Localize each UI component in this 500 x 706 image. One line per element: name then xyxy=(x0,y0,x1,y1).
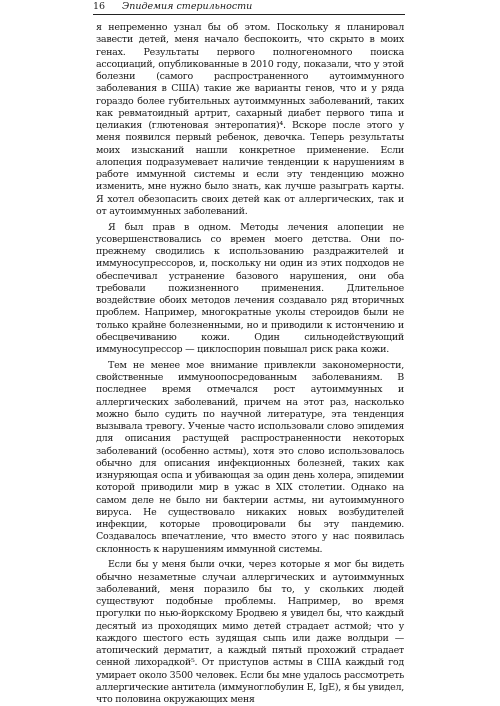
paragraph: Если бы у меня были очки, через которые я мог бы видеть обычно незаметные случаи аллергических и аутоиммунных заболеваний, меня поразило бы то, у скольких людей существуют подобные проблемы. Например, во время прогулки по нью-йоркскому Бродвею я увидел бы, что каждый десятый из проходящих мимо детей страдает астмой; что у каждого шестого есть зудящая сыпь или даже волдыри — атопический дерматит, а каждый пятый прохожий страдает сенной лихорадкой⁵. От приступов астмы в США каждый год умирает около 3500 человек. Если бы мне удалось рассмотреть аллергические антитела (иммуноглобулин Е, IgE), я бы увидел, что половина окружающих меня xyxy=(96,559,404,705)
running-head xyxy=(93,0,403,13)
paragraph: Я был прав в одном. Методы лечения алопеции не усовершенствовались со времен моего детства. Они по-прежнему сводились к использованию раздражителей и иммуносупрессоров, и, поскольку ни один из этих подходов не обеспечивал устранение базового нарушения, они оба требовали пожизненного применения. Длительное воздействие обоих методов лечения создавало ряд вторичных проблем. Например, многократные уколы стероидов были не только крайне болезненными, но и приводили к истончению и обесцвечиванию кожи. Один сильнодействующий иммуносупрессор — циклоспорин повышал риск рака кожи. xyxy=(96,221,404,355)
paragraph: я непременно узнал бы об этом. Поскольку я планировал завести детей, меня начало беспокоить, что скрыто в моих генах. Результаты первого полногеномного поиска ассоциаций, опубликованные в 2010 году, показали, что у этой болезни (самого распространенного аутоиммунного заболевания в США) такие же варианты генов, что и у ряда гораздо более губительных аутоиммунных заболеваний, таких как ревматоидный артрит, сахарный диабет первого типа и целиакия (глютеновая энтеропатия)⁴. Вскоре после этого у меня появился первый ребенок, девочка. Теперь результаты моих изысканий нашли конкретное применение. Если алопеция подразумевает наличие тенденции к нарушениям в работе иммунной системы и если эту тенденцию можно изменить, мне нужно было знать, как лучше разыграть карты. Я хотел обезопасить своих детей как от аллергических, так и от аутоиммунных заболеваний. xyxy=(96,22,404,217)
paragraph: Тем не менее мое внимание привлекли закономерности, свойственные иммуноопосредованным заболеваниям. В последнее время отмечался рост аутоиммунных и аллергических заболеваний, причем на этот раз, насколько можно было судить по научной литературе, эта тенденция вызывала тревогу. Ученые часто использовали слово эпидемия для описания растущей распространенности некоторых заболеваний (особенно астмы), хотя это слово использовалось обычно для описания инфекционных болезней, таких как изнуряющая оспа и убивающая за один день холера, эпидемии которой приводили мир в ужас в XIX столетии. Однако на самом деле не было ни бактерии астмы, ни аутоиммунного вируса. Не существовало никаких новых возбудителей инфекции, которые провоцировали бы эту пандемию. Создавалось впечатление, что вместо этого у нас появилась склонность к нарушениям иммунной системы. xyxy=(96,359,404,555)
page-number: 16 xyxy=(93,1,106,12)
header-rule xyxy=(93,14,405,15)
chapter-title: Эпидемия стерильности xyxy=(122,1,253,12)
text-body xyxy=(96,22,404,706)
